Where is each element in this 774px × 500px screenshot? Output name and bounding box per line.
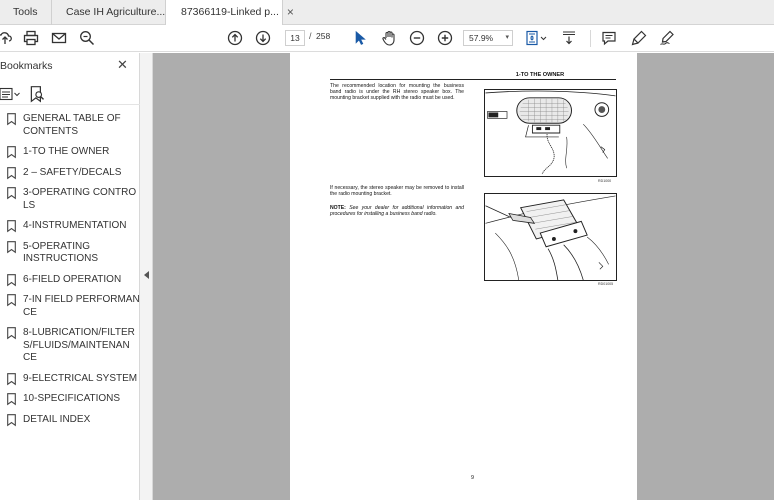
bookmark-icon [7, 146, 16, 158]
bookmark-icon [7, 373, 16, 385]
bookmark-icon [7, 167, 16, 179]
bookmark-label: 10-SPECIFICATIONS [23, 393, 121, 404]
tab-close-icon[interactable]: × [286, 5, 294, 19]
bookmark-label: 5-OPERATING INSTRUCTIONS [23, 240, 98, 264]
paragraph-note [330, 205, 464, 217]
bookmark-label: 9-ELECTRICAL SYSTEM [23, 372, 138, 384]
zoom-level-select[interactable] [463, 30, 513, 46]
tab-case-ih-agriculture[interactable]: Case IH Agriculture... [52, 0, 166, 25]
scrolling-mode-icon[interactable] [560, 29, 578, 47]
bookmark-label: GENERAL TABLE OF CONTENTS [23, 113, 121, 137]
document-view[interactable] [153, 53, 774, 500]
bookmark-label: 1-TO THE OWNER [23, 146, 110, 157]
bookmark-icon [7, 414, 16, 426]
next-page-icon[interactable] [254, 29, 272, 47]
paragraph-mounting-location: The recommended location for mounting the business band radio is under the RH stereo speaker box. The mounting bracket supplied with the radio must be used. [330, 83, 464, 102]
close-panel-icon[interactable]: ✕ [117, 57, 128, 72]
tab-tools[interactable]: Tools [0, 0, 52, 25]
bookmark-options-icon[interactable] [0, 85, 22, 103]
toolbar-divider [590, 30, 591, 47]
select-cursor-icon[interactable] [351, 29, 369, 47]
bookmark-label: 3-OPERATING CONTROLS [23, 187, 137, 211]
bookmark-label: 2 – SAFETY/DECALS [23, 166, 122, 178]
figure-speaker-box [484, 89, 617, 177]
search-zoom-icon[interactable] [78, 29, 96, 47]
bookmark-icon [7, 241, 16, 253]
figure-caption-2: RD01005 [598, 282, 614, 286]
bookmark-label: 8-LUBRICATION/FILTERS/FLUIDS/MAINTENANCE [23, 327, 135, 363]
page-header: 1-TO THE OWNER [515, 72, 565, 78]
email-icon[interactable] [50, 29, 68, 47]
note-label: NOTE: [330, 205, 346, 211]
pdf-page [290, 53, 637, 500]
print-icon[interactable] [22, 29, 40, 47]
bookmarks-panel [0, 53, 140, 500]
tab-linked-pdf[interactable] [166, 0, 294, 25]
bookmark-item[interactable] [0, 241, 140, 266]
bookmark-item[interactable] [0, 414, 140, 427]
zoom-in-icon[interactable] [436, 29, 454, 47]
panel-splitter[interactable] [140, 53, 153, 500]
bookmark-item[interactable] [0, 393, 140, 406]
page-number-input[interactable]: 13 [285, 30, 305, 46]
collapse-arrow-icon[interactable] [144, 271, 149, 279]
bookmark-item[interactable] [0, 113, 140, 138]
zoom-out-icon[interactable] [408, 29, 426, 47]
bookmark-label: DETAIL INDEX [23, 413, 91, 425]
bookmark-item[interactable] [0, 373, 140, 386]
previous-page-icon[interactable] [226, 29, 244, 47]
tab-linked-pdf-label: 87366119-Linked p... [181, 6, 279, 18]
note-text: See your dealer for additional information and procedures for installing a business band radio. [330, 205, 464, 218]
bookmark-label: 4-INSTRUMENTATION [23, 220, 127, 231]
zoom-level-value: 57.9% [469, 33, 494, 43]
bookmark-icon [7, 393, 16, 405]
bookmark-icon [7, 274, 16, 286]
page-separator: / [309, 31, 312, 41]
bookmark-icon [7, 294, 16, 306]
tab-bar [0, 0, 774, 25]
bookmark-list [0, 113, 140, 434]
figure-radio-bracket [484, 193, 617, 281]
upload-cloud-icon[interactable] [0, 29, 14, 47]
chevron-down-icon: ▾ [505, 34, 509, 41]
bookmark-icon [7, 220, 16, 232]
bookmark-item[interactable] [0, 220, 140, 233]
bookmark-item[interactable] [0, 167, 140, 180]
page-number: 9 [471, 475, 474, 481]
bookmark-icon [7, 327, 16, 339]
sign-icon[interactable] [658, 29, 676, 47]
hand-tool-icon[interactable] [380, 29, 398, 47]
fit-page-icon[interactable] [524, 29, 548, 47]
bookmark-item[interactable] [0, 274, 140, 287]
bookmark-icon [7, 113, 16, 125]
bookmarks-toolbar [0, 83, 140, 105]
bookmark-icon [7, 187, 16, 199]
highlight-pen-icon[interactable] [630, 29, 648, 47]
header-rule [330, 79, 616, 80]
find-bookmark-icon[interactable] [28, 85, 46, 103]
bookmark-item[interactable] [0, 187, 140, 212]
bookmark-label: 7-IN FIELD PERFORMANCE [23, 294, 140, 318]
bookmark-label: 6-FIELD OPERATION [23, 273, 122, 285]
bookmarks-title: Bookmarks [0, 60, 53, 72]
paragraph-remove-speaker: If necessary, the stereo speaker may be removed to install the radio mounting bracket. [330, 185, 464, 198]
bookmark-item[interactable] [0, 294, 140, 319]
toolbar [0, 25, 774, 52]
bookmark-item[interactable] [0, 327, 140, 365]
figure-caption-1: RD1000 [598, 179, 612, 183]
bookmark-item[interactable] [0, 146, 140, 159]
comment-icon[interactable] [600, 29, 618, 47]
page-total: 258 [316, 31, 331, 41]
